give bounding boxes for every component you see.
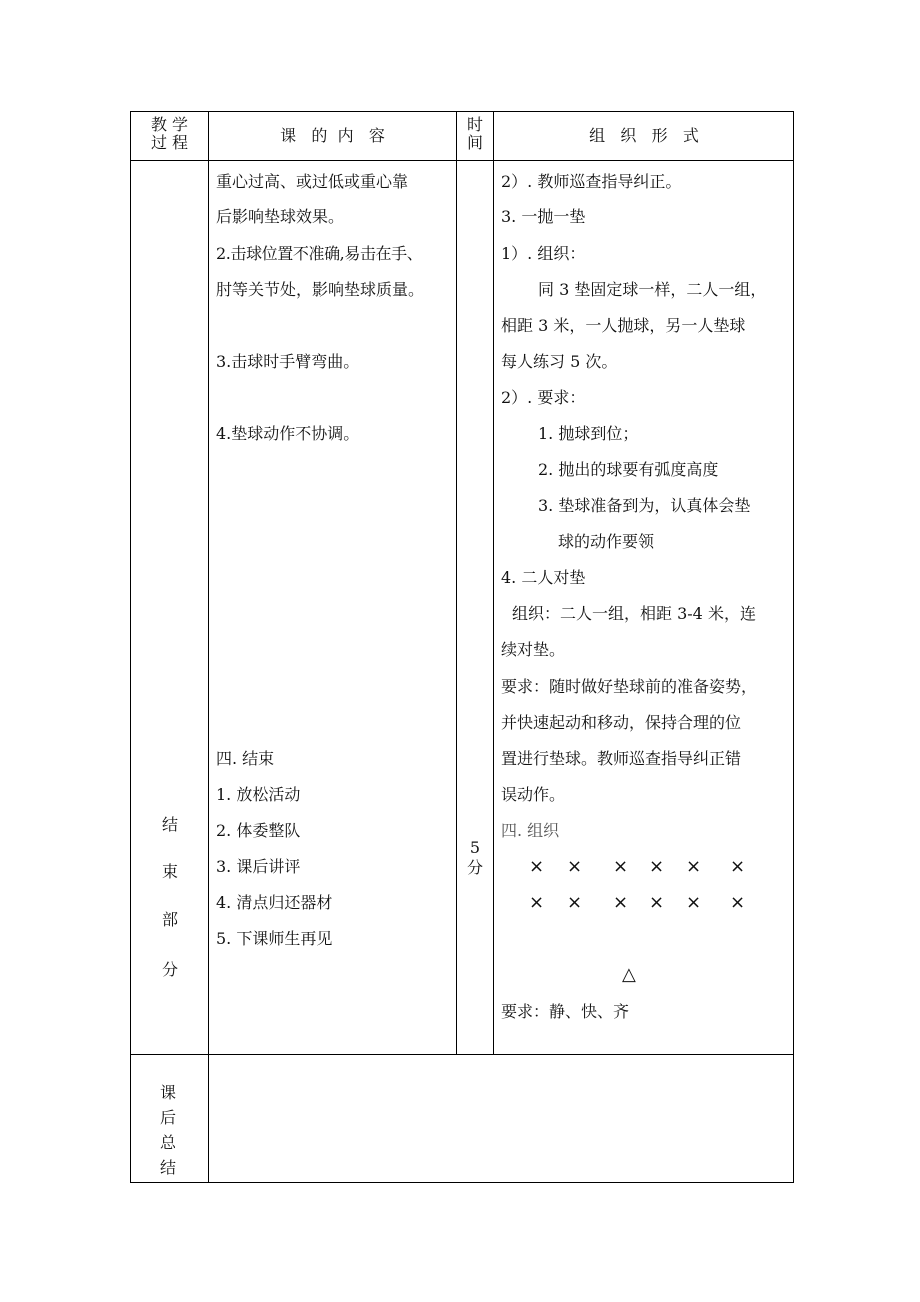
student-mark: × (613, 892, 629, 913)
teacher-mark: △ (622, 964, 636, 985)
content-line: 2.击球位置不准确,易击在手、 (216, 244, 423, 263)
content-line: 1. 放松活动 (216, 785, 301, 804)
org-line: 相距 3 米，一人抛球，另一人垫球 (501, 316, 746, 335)
content-line: 5. 下课师生再见 (216, 929, 333, 948)
col-divider-3 (493, 111, 494, 1054)
org-line: 2）. 教师巡查指导纠正。 (501, 172, 682, 191)
section-label-char: 部 (162, 910, 179, 929)
lesson-plan-table (130, 111, 794, 1183)
header-teaching-process: 教 学 过 程 (150, 115, 189, 152)
student-mark: × (567, 856, 583, 877)
org-line: 3. 一抛一垫 (501, 207, 586, 226)
org-line: 4. 二人对垫 (501, 568, 586, 587)
content-line: 4. 清点归还器材 (216, 893, 333, 912)
summary-label-char: 结 (160, 1158, 177, 1177)
org-line: 2. 抛出的球要有弧度高度 (538, 460, 719, 479)
org-line: 1）. 组织： (501, 244, 586, 263)
org-line: 1. 抛球到位； (538, 424, 639, 443)
org-line: 同 3 垫固定球一样，二人一组， (538, 280, 767, 299)
content-line: 3. 课后讲评 (216, 857, 301, 876)
student-mark: × (567, 892, 583, 913)
content-line: 后影响垫球效果。 (216, 207, 345, 226)
student-mark: × (730, 892, 746, 913)
summary-label-char: 课 (160, 1083, 177, 1102)
org-line: 并快速起动和移动，保持合理的位 (501, 713, 742, 732)
org-line: 每人练习 5 次。 (501, 352, 618, 371)
header-time: 时 间 (466, 115, 483, 152)
section-label-char: 分 (162, 960, 179, 979)
org-line: 组织：二人一组，相距 3-4 米，连 (512, 604, 756, 623)
content-line: 4.垫球动作不协调。 (216, 424, 360, 443)
summary-label-char: 总 (160, 1133, 177, 1152)
org-line: 要求：静、快、齐 (501, 1002, 630, 1021)
content-line: 肘等关节处，影响垫球质量。 (216, 280, 425, 299)
org-line: 3. 垫球准备到为，认真体会垫 (538, 496, 751, 515)
student-mark: × (613, 856, 629, 877)
org-line: 续对垫。 (501, 640, 566, 659)
student-mark: × (529, 856, 545, 877)
header-organization-form: 组 织 形 式 (589, 126, 699, 145)
col-divider-2 (456, 111, 457, 1054)
org-line: 置进行垫球。教师巡查指导纠正错 (501, 749, 742, 768)
summary-label-char: 后 (160, 1108, 177, 1127)
student-mark: × (649, 892, 665, 913)
content-line: 2. 体委整队 (216, 821, 301, 840)
org-line: 误动作。 (501, 785, 566, 804)
content-line: 重心过高、或过低或重心靠 (216, 172, 409, 191)
content-line: 四. 结束 (216, 749, 275, 768)
content-line: 3.击球时手臂弯曲。 (216, 352, 360, 371)
student-mark: × (649, 856, 665, 877)
header-divider (130, 160, 794, 161)
org-line: 球的动作要领 (558, 532, 655, 551)
student-mark: × (529, 892, 545, 913)
student-mark: × (686, 892, 702, 913)
header-lesson-content: 课 的 内 容 (280, 126, 385, 145)
org-line: 要求：随时做好垫球前的准备姿势， (501, 677, 758, 696)
section-label-char: 结 (162, 815, 179, 834)
col-divider-1 (208, 111, 209, 1183)
student-mark: × (686, 856, 702, 877)
summary-divider (130, 1054, 794, 1055)
section-label-char: 束 (162, 862, 179, 881)
org-line: 四. 组织 (501, 821, 560, 840)
org-line: 2）. 要求： (501, 388, 586, 407)
student-mark: × (730, 856, 746, 877)
time-value: 5 分 (466, 838, 483, 877)
